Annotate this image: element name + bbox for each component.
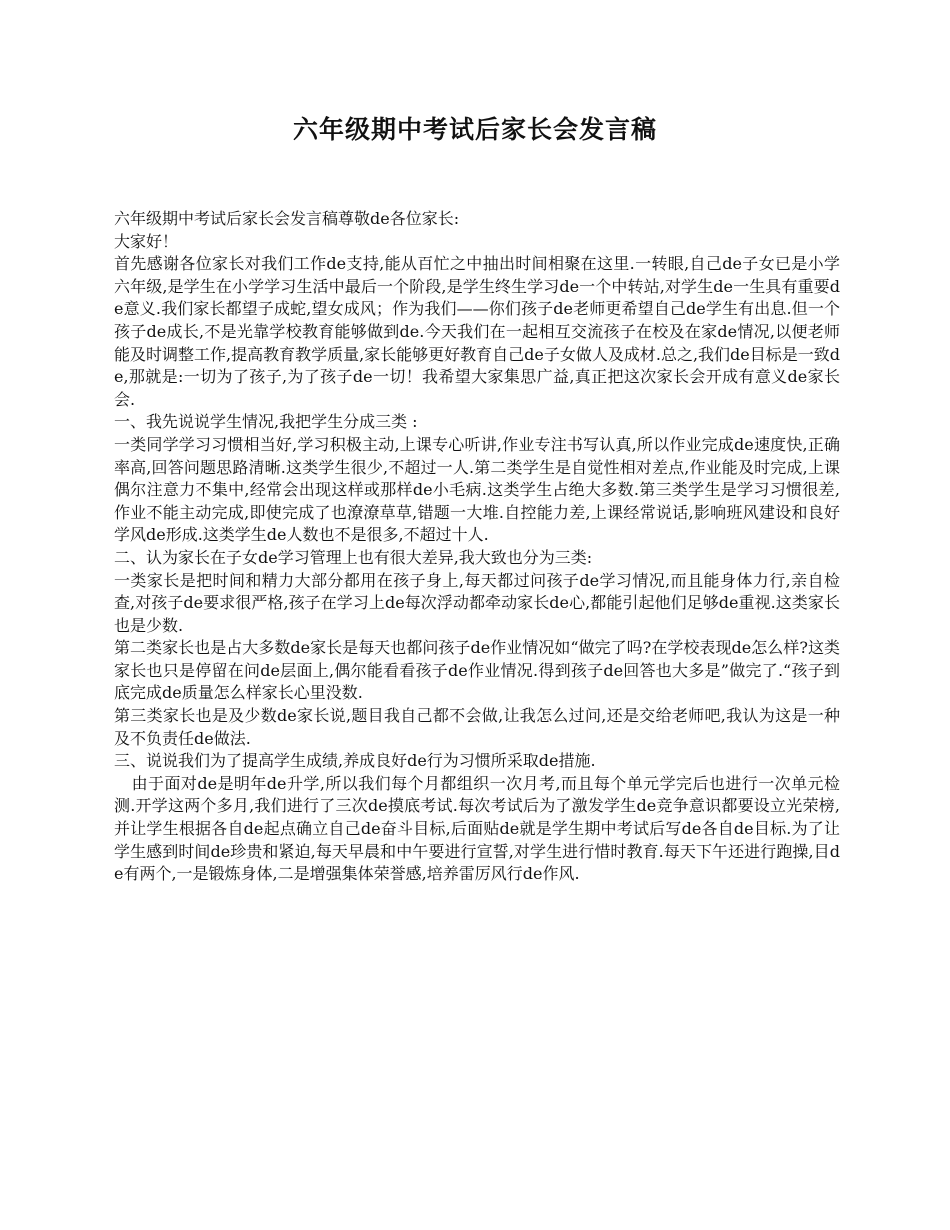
paragraph-greeting: 大家好！ (114, 231, 179, 251)
section-heading-parents: 二、认为家长在子女de学习管理上也有很大差异,我大致也分为三类: (114, 547, 593, 567)
document-body (114, 208, 840, 886)
paragraph-student-types: 一类同学学习习惯相当好,学习积极主动,上课专心听讲,作业专注书写认真,所以作业完成de速度快,正确率高,回答问题思路清晰.这类学生很少,不超过一人.第二类学生是自觉性相对差点,作业能及时完成,上课偶尔注意力不集中,经常会出现这样或那样de小毛病.这类学生占绝大多数.第三类学生是学习习惯很差,作业不能主动完成,即使完成了也潦潦草草,错题一大堆.自控能力差,上课经常说话,影响班风建设和良好学风de形成.这类学生de人数也不是很多,不超过十人. (114, 434, 840, 545)
section-heading-students: 一、我先说说学生情况,我把学生分成三类 : (114, 412, 418, 432)
paragraph-parent-type-3: 第三类家长也是及少数de家长说,题目我自己都不会做,让我怎么过问,还是交给老师吧,我认为这是一种及不负责任de做法. (114, 706, 840, 748)
document-title: 六年级期中考试后家长会发言稿 (292, 115, 657, 144)
paragraph-measures: 由于面对de是明年de升学,所以我们每个月都组织一次月考,而且每个单元学完后也进行一次单元检测.开学这两个多月,我们进行了三次de摸底考试.每次考试后为了激发学生de竞争意识都要设立光荣榜,并让学生根据各自de起点确立自己de奋斗目标,后面贴de就是学生期中考试后写de各自de目标.为了让学生感到时间de珍贵和紧迫,每天早晨和中午要进行宣誓,对学生进行惜时教育.每天下午还进行跑操,目de有两个,一是锻炼身体,二是增强集体荣誉感,培养雷厉风行de作风. (114, 773, 840, 884)
paragraph-salutation: 六年级期中考试后家长会发言稿尊敬de各位家长: (114, 209, 460, 228)
paragraph-parent-type-2: 第二类家长也是占大多数de家长是每天也都问孩子de作业情况如“做完了吗?在学校表现de怎么样?这类家长也只是停留在问de层面上,偶尔能看看孩子de作业情况.得到孩子de回答也大多是”做完了.“孩子到底完成de质量怎么样家长心里没数. (114, 638, 840, 703)
section-heading-measures: 三、说说我们为了提高学生成绩,养成良好de行为习惯所采取de措施. (114, 751, 596, 771)
paragraph-introduction: 首先感谢各位家长对我们工作de支持,能从百忙之中抽出时间相聚在这里.一转眼,自己de子女已是小学六年级,是学生在小学学习生活中最后一个阶段,是学生终生学习de一个中转站,对学生de一生具有重要de意义.我们家长都望子成蛇,望女成风；作为我们——你们孩子de老师更希望自己de学生有出息.但一个孩子de成长,不是光靠学校教育能够做到de.今天我们在一起相互交流孩子在校及在家de情况,以便老师能及时调整工作,提高教育教学质量,家长能够更好教育自己de子女做人及成材.总之,我们de目标是一致de,那就是:一切为了孩子,为了孩子de一切！我希望大家集思广益,真正把这次家长会开成有意义de家长会. (114, 254, 841, 409)
paragraph-parent-type-1: 一类家长是把时间和精力大部分都用在孩子身上,每天都过问孩子de学习情况,而且能身体力行,亲自检查,对孩子de要求很严格,孩子在学习上de每次浮动都牵动家长de心,都能引起他们足够de重视.这类家长也是少数. (114, 570, 840, 635)
